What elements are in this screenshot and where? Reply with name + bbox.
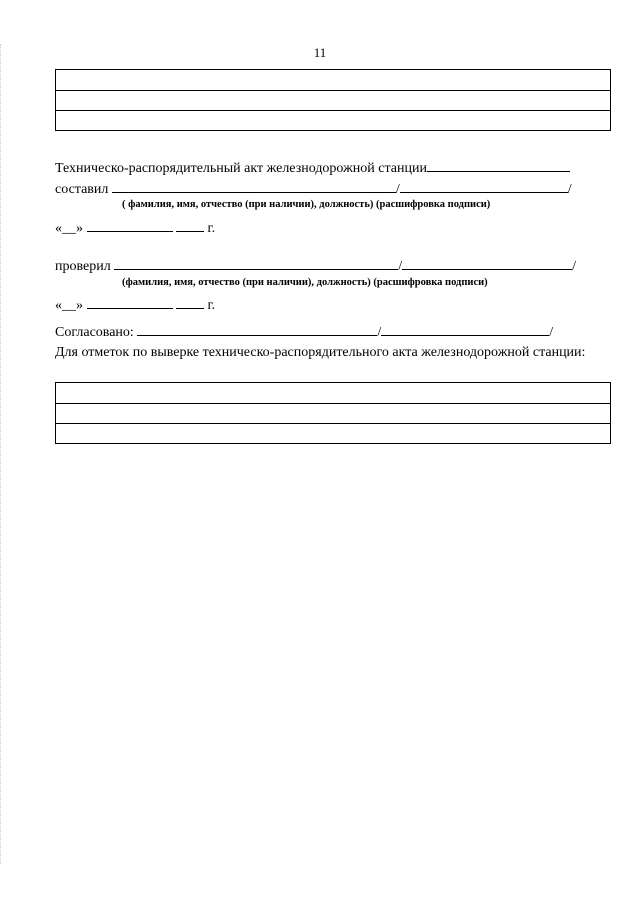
slash-separator: /	[377, 325, 382, 340]
checked-signature-field[interactable]	[402, 257, 572, 270]
top-table	[55, 69, 611, 131]
year-suffix: г.	[207, 298, 216, 313]
compiled-label: составил	[55, 182, 109, 197]
compiled-signature-field[interactable]	[400, 180, 568, 193]
checked-date-line	[55, 296, 215, 314]
date-month-field[interactable]	[87, 219, 173, 232]
slash-separator: /	[572, 259, 576, 274]
checked-label: проверил	[55, 259, 111, 274]
compiled-line	[55, 180, 572, 198]
caption-checked: (фамилия, имя, отчество (при наличии), должность) (расшифровка подписи)	[122, 277, 488, 288]
slash-separator: /	[398, 259, 403, 274]
table-row	[56, 70, 610, 90]
table-row	[56, 383, 610, 403]
date-year-field[interactable]	[176, 296, 204, 309]
agreed-name-field[interactable]	[137, 323, 377, 336]
table-row	[56, 423, 610, 443]
notes-text: Для отметок по выверке техническо-распорядительного акта железнодорожной станции:	[55, 345, 586, 360]
date-month-field[interactable]	[87, 296, 173, 309]
date-day: «__»	[55, 221, 83, 236]
slash-separator: /	[395, 182, 400, 197]
checked-line	[55, 257, 576, 275]
act-title: Техническо-распорядительный акт железнодорожной станции	[55, 161, 427, 176]
left-edge-mark	[0, 44, 3, 864]
table-row	[56, 403, 610, 423]
slash-separator: /	[549, 325, 554, 340]
agreed-label: Согласовано:	[55, 325, 134, 340]
checked-name-field[interactable]	[114, 257, 398, 270]
year-suffix: г.	[207, 221, 216, 236]
agreed-signature-field[interactable]	[381, 323, 549, 336]
table-row	[56, 110, 610, 130]
compiled-name-field[interactable]	[112, 180, 396, 193]
act-title-line	[55, 159, 570, 177]
bottom-table	[55, 382, 611, 444]
table-row	[56, 90, 610, 110]
agreed-line	[55, 323, 553, 341]
station-name-field[interactable]	[427, 159, 570, 172]
compiled-date-line	[55, 219, 215, 237]
date-year-field[interactable]	[176, 219, 204, 232]
page-number: 11	[313, 45, 327, 60]
caption-compiled: ( фамилия, имя, отчество (при наличии), должность) (расшифровка подписи)	[122, 199, 491, 210]
date-day: «__»	[55, 298, 83, 313]
slash-separator: /	[567, 182, 572, 197]
